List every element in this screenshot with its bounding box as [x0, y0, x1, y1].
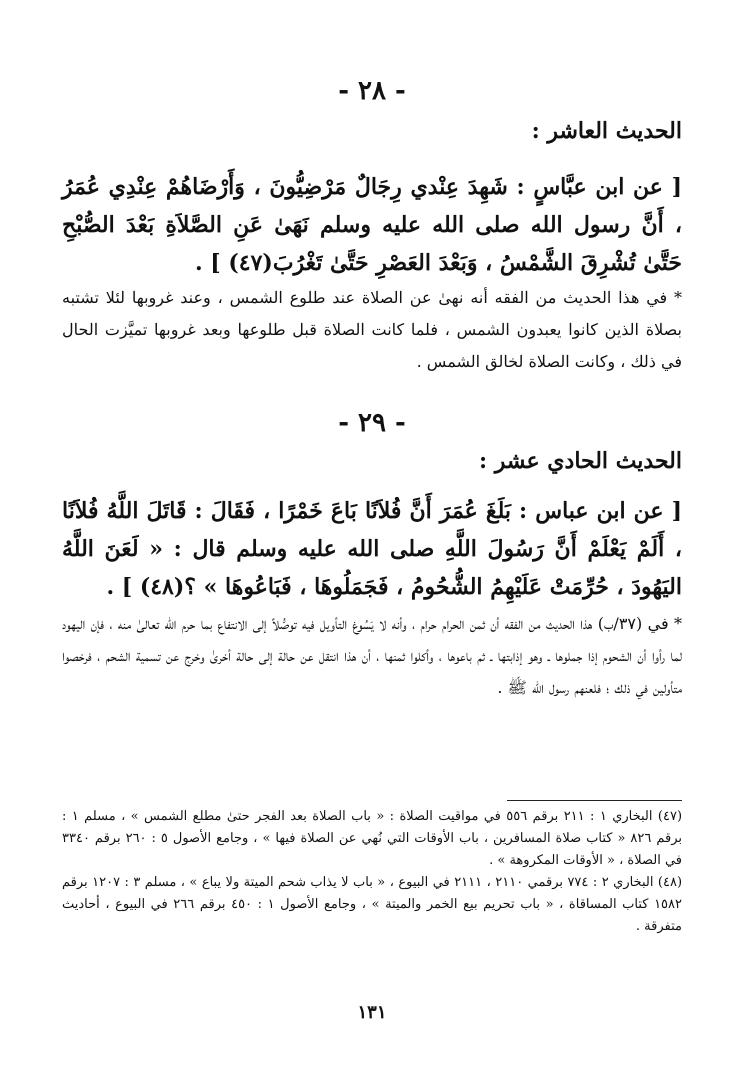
section-heading-tenth-hadith: الحديث العاشر : — [531, 118, 682, 144]
hadith-text-29 — [62, 492, 682, 606]
footnote-47: (٤٧) البخاري ١ : ٢١١ برقم ٥٥٦ في مواقيت الصلاة : « باب الصلاة بعد الفجر حتىٰ مطلع الشمس » ، مسلم ١ : برقم ٨٢٦ « كتاب صلاة المسافرين ، باب الأوقات التي نُهي عن الصلاة فيها » ، وجامع الأصول ٥ : ٢٦٠ برقم ٣٣٤٠ في الصلاة ، « الأوقات المكروهة » . — [62, 809, 683, 868]
footnote-separator — [507, 800, 682, 801]
commentary-28 — [62, 282, 682, 378]
hadith-text-28 — [62, 168, 682, 282]
hadith-body: [ عن ابن عبَّاسٍ : شَهِدَ عِنْدي رِجَالٌ مَرْضِيُّونَ ، وَأَرْضَاهُمْ عِنْدِي عُمَرُ ، أَنَّ رسول الله صلى الله عليه وسلم نَهَىٰ عَنِ الصَّلاَةِ بَعْدَ الصُّبْحِ حَتَّىٰ تُشْرِقَ الشَّمْسُ ، وَبَعْدَ العَصْرِ حَتَّىٰ تَغْرُبَ(٤٧) ] . — [62, 174, 682, 276]
hadith-number-29: - ٢٩ - — [338, 408, 406, 438]
hadith-body: [ عن ابن عباس : بَلَغَ عُمَرَ أَنَّ فُلاَنًا بَاعَ خَمْرًا ، فَقَالَ : قَاتَلَ اللَّهُ فُلاَنًا ، أَلَمْ يَعْلَمْ أَنَّ رَسُولَ اللَّهِ صلى الله عليه وسلم قال : « لَعَنَ اللَّهُ اليَهُودَ ، حُرِّمَتْ عَلَيْهِمُ الشُّحُومُ ، فَجَمَلُوهَا ، فَبَاعُوهَا » ؟(٤٨) ] . — [62, 498, 682, 600]
section-heading-eleventh-hadith: الحديث الحادي عشر : — [478, 448, 682, 474]
page-number: ١٣١ — [357, 1002, 387, 1023]
commentary-body: * في هذا الحديث من الفقه أنه نهىٰ عن الصلاة عند طلوع الشمس ، وعند غروبها لئلا تشتبه بصلاة الذين كانوا يعبدون الشمس ، فلما كانت الصلاة قبل طلوعها وبعد غروبها تميَّزت الحال في ذلك ، وكانت الصلاة لخالق الشمس . — [62, 288, 682, 371]
commentary-body: * في (٣٧/ب) هذا الحديث من الفقه أن ثمن الحرام حرام ، وأنه لا يَسُوغ التأويل فيه توصُّلاً إلى الانتفاع بما حرم الله تعالىٰ منه ، فإن اليهود لما رأوا أن الشحوم إذا جملوها ـ وهو إذابتها ـ ثم باعوها ، وأكلوا ثمنها ، أن هذا انتقل عن حالة إلى حالة أخرىٰ وخرج عن تسمية الشحم ، فرخصوا متأولين في ذلك ؛ فلعنهم رسول الله ﷺ . — [62, 614, 682, 697]
footnotes — [62, 806, 682, 938]
footnote-48: (٤٨) البخاري ٢ : ٧٧٤ برقمي ٢١١٠ ، ٢١١١ في البيوع ، « باب لا يذاب شحم الميتة ولا يباع » ، مسلم ٣ : ١٢٠٧ برقم ١٥٨٢ كتاب المساقاة ، « باب تحريم بيع الخمر والميتة » ، وجامع الأصول ١ : ٤٥٠ برقم ٢٦٦ في البيوع ، أحاديث متفرقة . — [62, 875, 683, 934]
book-page — [62, 0, 682, 1084]
hadith-number-28: - ٢٨ - — [338, 76, 406, 106]
commentary-29 — [62, 608, 682, 704]
